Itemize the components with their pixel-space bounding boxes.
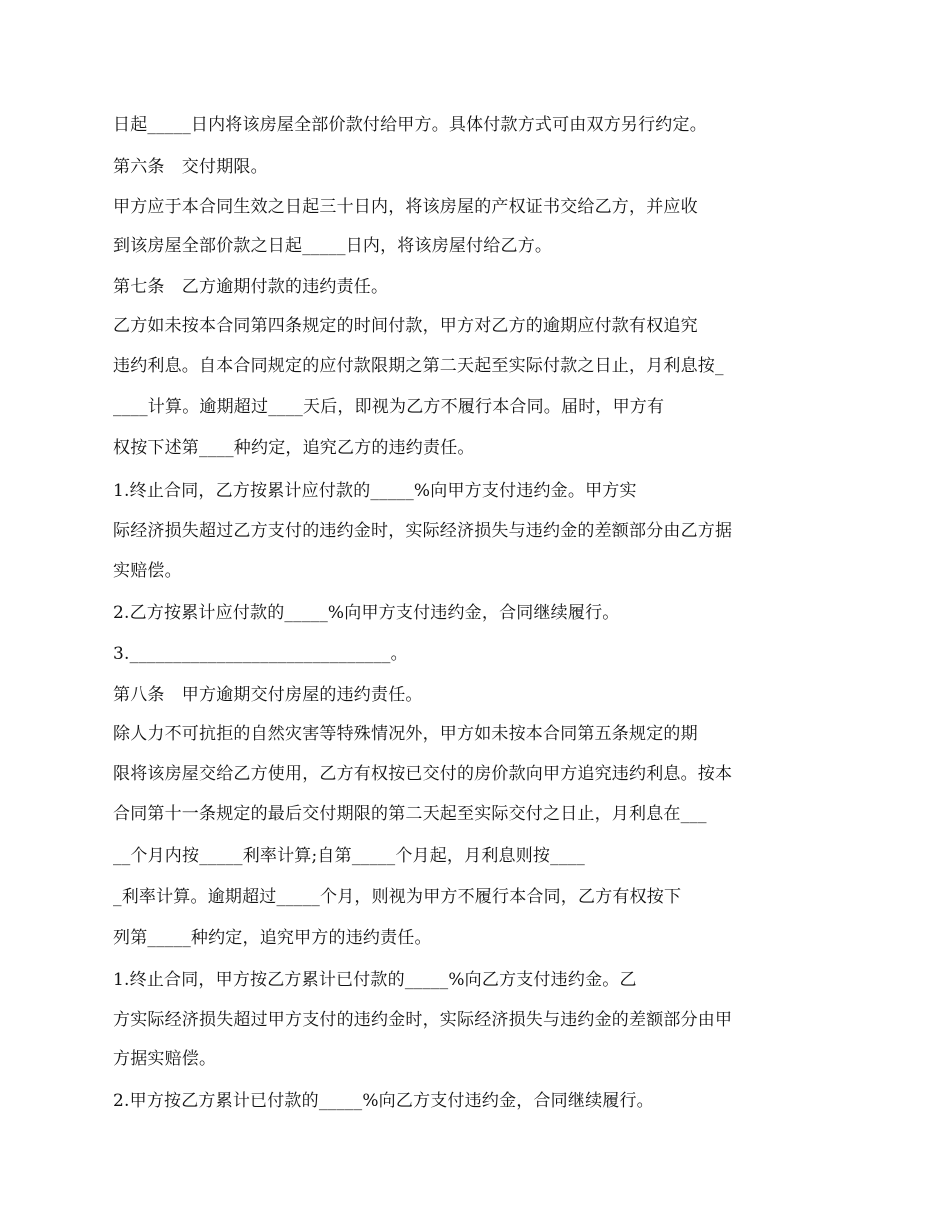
text-line: 方实际经济损失超过甲方支付的违约金时，实际经济损失与违约金的差额部分由甲: [113, 1010, 733, 1030]
text-line: 日起_____日内将该房屋全部价款付给甲方。具体付款方式可由双方另行约定。: [113, 115, 707, 135]
text-line: 合同第十一条规定的最后交付期限的第二天起至实际交付之日止，月利息在___: [113, 804, 707, 824]
text-line: 际经济损失超过乙方支付的违约金时，实际经济损失与违约金的差额部分由乙方据: [113, 521, 733, 541]
text-line: 权按下述第____种约定，追究乙方的违约责任。: [113, 438, 475, 458]
text-line: 违约利息。自本合同规定的应付款限期之第二天起至实际付款之日止，月利息按_: [113, 356, 724, 376]
text-line: __个月内按_____利率计算;自第_____个月起，月利息则按____: [113, 846, 585, 866]
text-line: 2.甲方按乙方累计已付款的_____%向乙方支付违约金，合同继续履行。: [113, 1091, 654, 1111]
text-line: _利率计算。逾期超过_____个月，则视为甲方不履行本合同，乙方有权按下: [113, 887, 682, 907]
text-line: 1.终止合同，乙方按累计应付款的_____%向甲方支付违约金。甲方实: [113, 481, 637, 501]
article-heading: 第八条 甲方逾期交付房屋的违约责任。: [113, 685, 423, 705]
text-line: 甲方应于本合同生效之日起三十日内，将该房屋的产权证书交给乙方，并应收: [113, 197, 698, 217]
text-line: 列第_____种约定，追究甲方的违约责任。: [113, 928, 432, 948]
text-line: 乙方如未按本合同第四条规定的时间付款，甲方对乙方的逾期应付款有权追究: [113, 316, 698, 336]
text-line: 到该房屋全部价款之日起_____日内，将该房屋付给乙方。: [113, 236, 553, 256]
text-line: 实赔偿。: [113, 561, 182, 581]
text-line: 3.______________________________。: [113, 644, 408, 664]
text-line: ____计算。逾期超过____天后，即视为乙方不履行本合同。届时，甲方有: [113, 397, 665, 417]
article-heading: 第六条 交付期限。: [113, 157, 268, 177]
text-line: 除人力不可抗拒的自然灾害等特殊情况外，甲方如未按本合同第五条规定的期: [113, 724, 698, 744]
text-line: 1.终止合同，甲方按乙方累计已付款的_____%向乙方支付违约金。乙: [113, 970, 637, 990]
text-line: 限将该房屋交给乙方使用，乙方有权按已交付的房价款向甲方追究违约利息。按本: [113, 764, 733, 784]
text-line: 方据实赔偿。: [113, 1049, 217, 1069]
text-line: 2.乙方按累计应付款的_____%向甲方支付违约金，合同继续履行。: [113, 603, 620, 623]
article-heading: 第七条 乙方逾期付款的违约责任。: [113, 277, 389, 297]
